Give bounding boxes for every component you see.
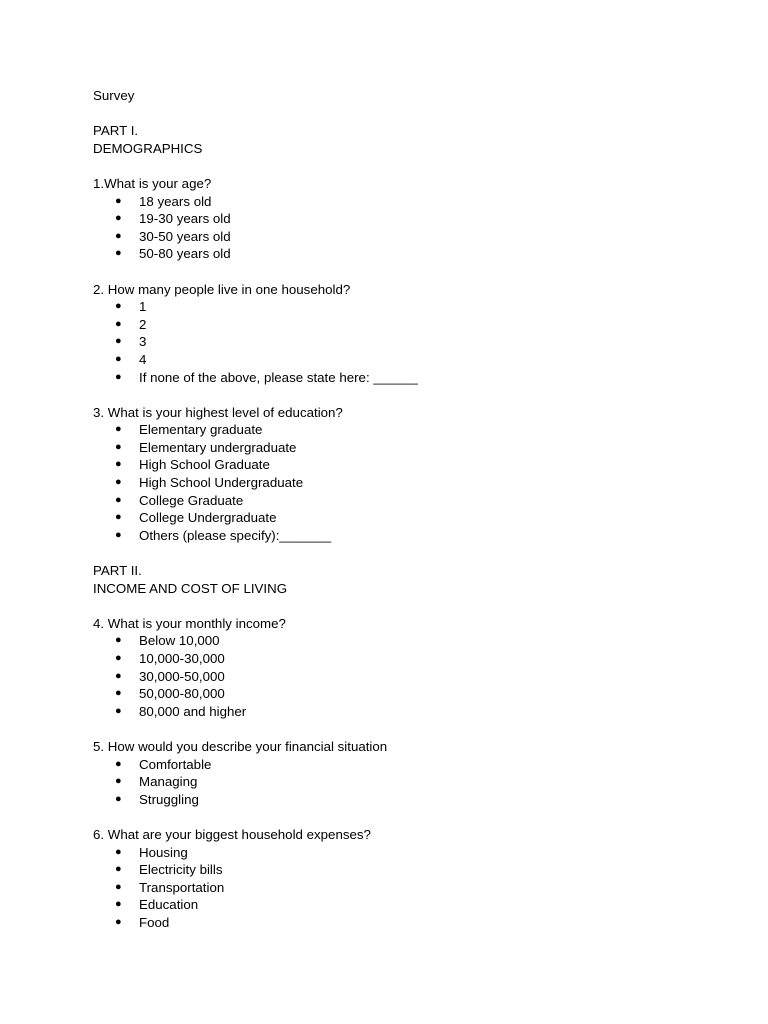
question-2-options: [93, 298, 713, 386]
option-item: ● Transportation: [115, 879, 225, 895]
part-2-heading: PART II.: [93, 563, 142, 579]
question-6-options: [93, 844, 713, 932]
bullet-icon: ●: [115, 704, 122, 717]
option-item: ● 30,000-50,000: [115, 668, 225, 684]
survey-content: [93, 87, 713, 932]
question-1: 1.What is your age?: [93, 175, 212, 191]
bullet-icon: ●: [115, 247, 122, 260]
option-item: ● College Undergraduate: [115, 510, 277, 526]
bullet-icon: ●: [115, 300, 122, 313]
question-5: 5. How would you describe your financial situation: [93, 738, 388, 754]
option-item: ● Electricity bills: [115, 862, 223, 878]
question-5-options: [93, 756, 713, 809]
bullet-icon: ●: [115, 493, 122, 506]
bullet-icon: ●: [115, 775, 122, 788]
bullet-icon: ●: [115, 476, 122, 489]
question-6: 6. What are your biggest household expenses?: [93, 826, 371, 842]
option-item: ● Food: [115, 914, 170, 930]
bullet-icon: ●: [115, 792, 122, 805]
bullet-icon: ●: [115, 634, 122, 647]
question-4-options: [93, 632, 713, 720]
bullet-icon: ●: [115, 212, 122, 225]
option-item: ● Housing: [115, 844, 188, 860]
option-item: ● High School Undergraduate: [115, 475, 304, 491]
question-4: 4. What is your monthly income?: [93, 615, 286, 631]
option-item: ● Struggling: [115, 791, 199, 807]
option-item: ● High School Graduate: [115, 457, 270, 473]
part-1-subheading: DEMOGRAPHICS: [93, 140, 203, 156]
option-item: ● 50,000-80,000: [115, 686, 225, 702]
option-item: ● 50-80 years old: [115, 246, 231, 262]
bullet-icon: ●: [115, 687, 122, 700]
option-item: ● 30-50 years old: [115, 228, 231, 244]
option-item: ● Elementary graduate: [115, 422, 263, 438]
option-item: ● 18 years old: [115, 193, 212, 209]
option-item: ● Managing: [115, 774, 198, 790]
bullet-icon: ●: [115, 511, 122, 524]
bullet-icon: ●: [115, 352, 122, 365]
bullet-icon: ●: [115, 458, 122, 471]
bullet-icon: ●: [115, 440, 122, 453]
part-1-heading: PART I.: [93, 123, 139, 139]
option-item: ● Education: [115, 897, 199, 913]
option-item: ● 80,000 and higher: [115, 703, 247, 719]
option-item: ● 4: [115, 351, 147, 367]
option-item: ● College Graduate: [115, 492, 244, 508]
question-1-options: [93, 193, 713, 263]
bullet-icon: ●: [115, 845, 122, 858]
bullet-icon: ●: [115, 652, 122, 664]
option-item: ● Below 10,000: [115, 633, 220, 649]
document-title: Survey: [93, 88, 135, 103]
option-item: ● Elementary undergraduate: [115, 439, 297, 455]
bullet-icon: ●: [115, 915, 122, 928]
option-item: ● 10,000-30,000: [115, 651, 225, 666]
option-item: ● Others (please specify):_______: [115, 527, 332, 543]
option-item: ● Comfortable: [115, 756, 212, 772]
option-item: ● 2: [115, 316, 147, 332]
option-item: ● 1: [115, 299, 147, 315]
bullet-icon: ●: [115, 194, 122, 207]
question-2: 2. How many people live in one household?: [93, 281, 351, 297]
part-2-subheading: INCOME AND COST OF LIVING: [93, 580, 288, 596]
option-item: ● 19-30 years old: [115, 211, 231, 227]
bullet-icon: ●: [115, 528, 122, 541]
bullet-icon: ●: [115, 229, 122, 242]
bullet-icon: ●: [115, 880, 122, 893]
option-item: ● 3: [115, 334, 147, 350]
bullet-icon: ●: [115, 863, 122, 876]
bullet-icon: ●: [115, 423, 122, 436]
bullet-icon: ●: [115, 757, 122, 770]
bullet-icon: ●: [115, 898, 122, 911]
bullet-icon: ●: [115, 335, 122, 348]
bullet-icon: ●: [115, 317, 122, 330]
bullet-icon: ●: [115, 669, 122, 682]
option-item: ● If none of the above, please state here: ______: [115, 369, 418, 385]
question-3: 3. What is your highest level of education?: [93, 404, 343, 420]
question-3-options: [93, 421, 713, 544]
bullet-icon: ●: [115, 370, 122, 383]
